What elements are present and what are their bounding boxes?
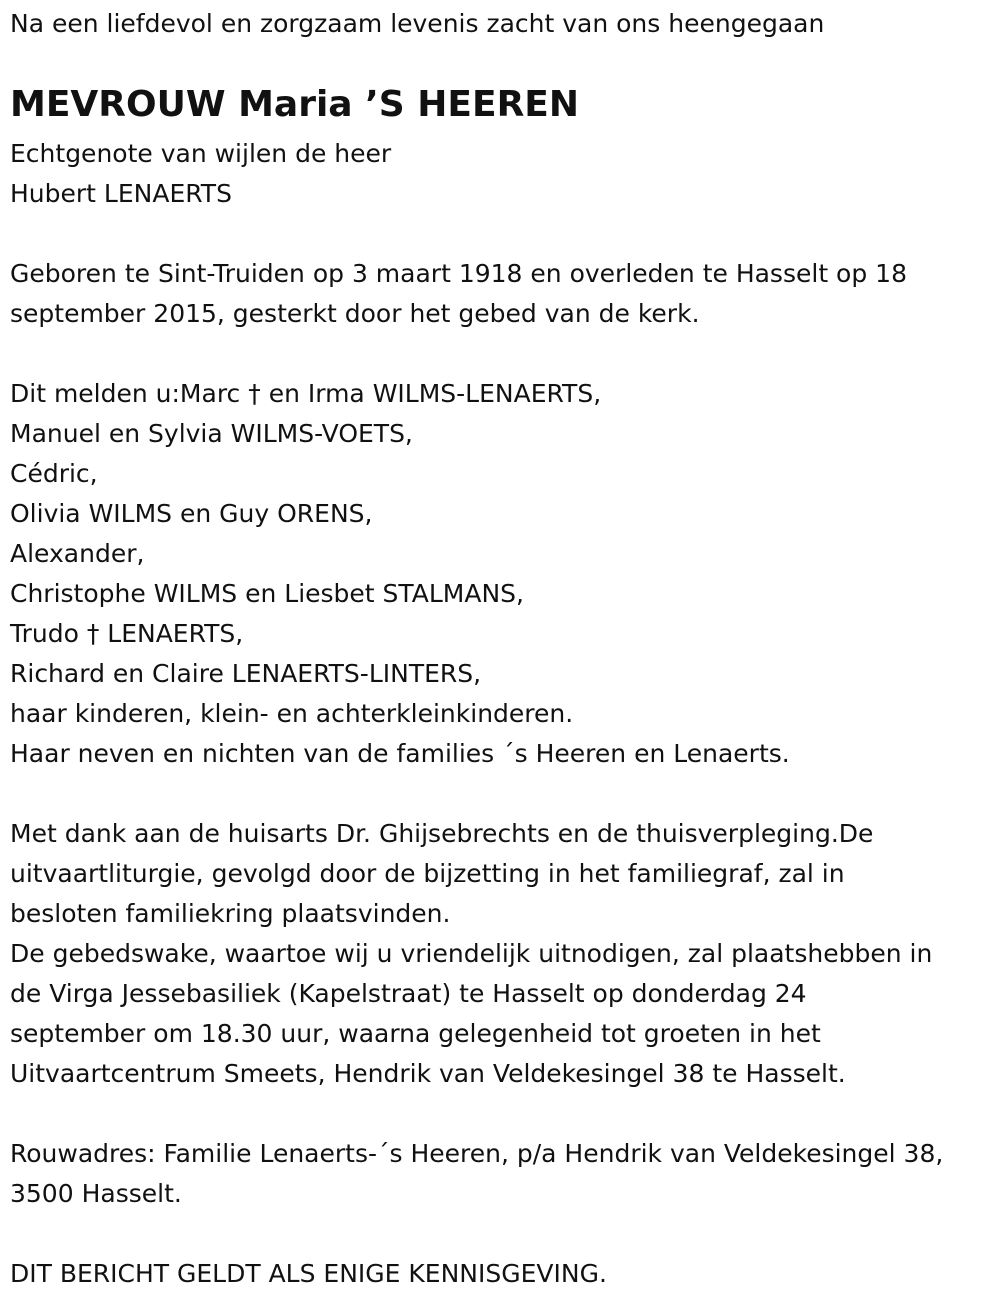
ceremony-line: Met dank aan de huisarts Dr. Ghijsebrechts en de thuisverpleging.De: [10, 819, 874, 848]
family-line: Olivia WILMS en Guy ORENS,: [10, 499, 373, 528]
family-announcement-paragraph: [10, 374, 790, 774]
family-line: Haar neven en nichten van de families ´s Heeren en Lenaerts.: [10, 739, 790, 768]
thanks-and-ceremony-paragraph: [10, 814, 932, 1094]
address-line: 3500 Hasselt.: [10, 1179, 182, 1208]
deceased-name-title: MEVROUW Maria ’S HEEREN: [10, 84, 580, 125]
ceremony-line: september om 18.30 uur, waarna gelegenheid tot groeten in het: [10, 1019, 821, 1048]
address-line: Rouwadres: Familie Lenaerts-´s Heeren, p/a Hendrik van Veldekesingel 38,: [10, 1139, 944, 1168]
intro-line: Na een liefdevol en zorgzaam levenis zacht van ons heengegaan: [10, 9, 825, 38]
family-line: Dit melden u:Marc † en Irma WILMS-LENAERTS,: [10, 379, 602, 408]
spouse-paragraph: [10, 134, 391, 214]
ceremony-line: Uitvaartcentrum Smeets, Hendrik van Veldekesingel 38 te Hasselt.: [10, 1059, 846, 1088]
ceremony-line: uitvaartliturgie, gevolgd door de bijzetting in het familiegraf, zal in: [10, 859, 845, 888]
family-line: Manuel en Sylvia WILMS-VOETS,: [10, 419, 413, 448]
spouse-line: Echtgenote van wijlen de heer: [10, 139, 392, 168]
family-line: Cédric,: [10, 459, 98, 488]
family-line: haar kinderen, klein- en achterkleinkinderen.: [10, 699, 574, 728]
family-line: Alexander,: [10, 539, 145, 568]
family-line: Richard en Claire LENAERTS-LINTERS,: [10, 659, 482, 688]
ceremony-line: De gebedswake, waartoe wij u vriendelijk uitnodigen, zal plaatshebben in: [10, 939, 933, 968]
spouse-line: Hubert LENAERTS: [10, 179, 232, 208]
official-notice-line: DIT BERICHT GELDT ALS ENIGE KENNISGEVING.: [10, 1259, 607, 1288]
birth-death-paragraph: [10, 254, 907, 334]
birth-line: september 2015, gesterkt door het gebed van de kerk.: [10, 299, 700, 328]
mourning-address-paragraph: [10, 1134, 943, 1214]
ceremony-line: de Virga Jessebasiliek (Kapelstraat) te Hasselt op donderdag 24: [10, 979, 807, 1008]
ceremony-line: besloten familiekring plaatsvinden.: [10, 899, 451, 928]
family-line: Trudo † LENAERTS,: [10, 619, 244, 648]
birth-line: Geboren te Sint-Truiden op 3 maart 1918 en overleden te Hasselt op 18: [10, 259, 907, 288]
family-line: Christophe WILMS en Liesbet STALMANS,: [10, 579, 524, 608]
